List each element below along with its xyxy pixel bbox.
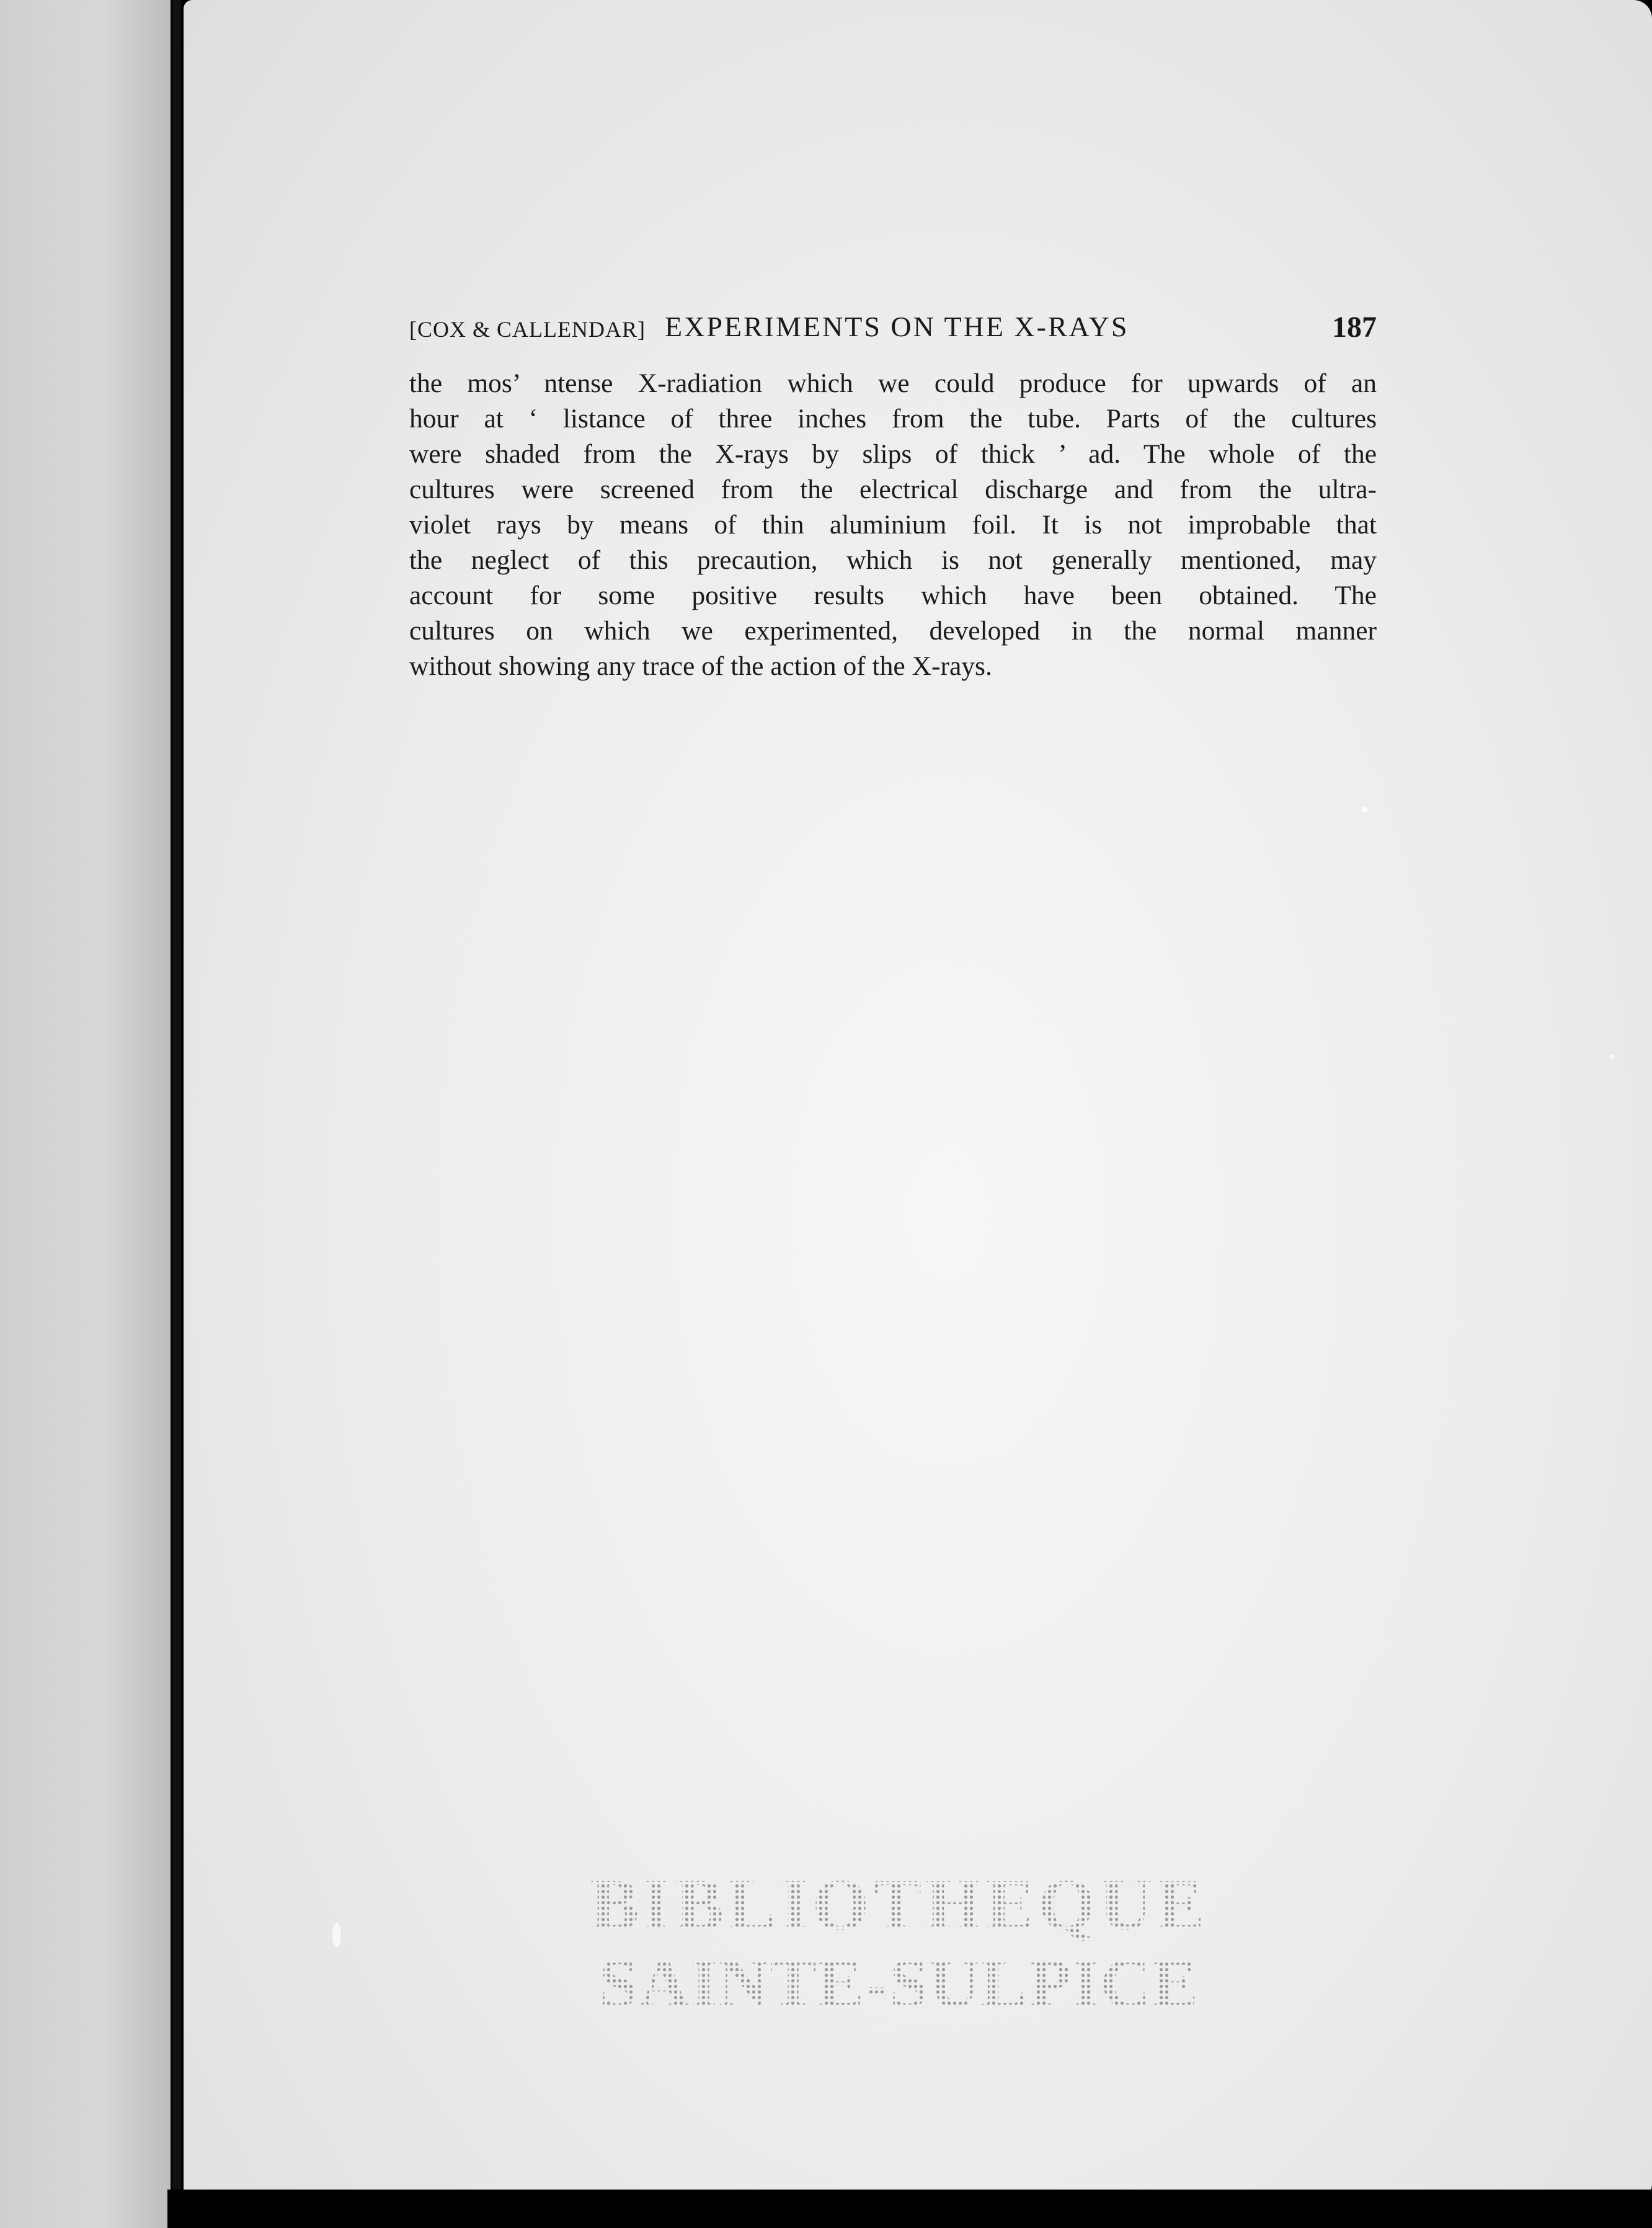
page-number: 187 (1332, 311, 1377, 344)
running-head (409, 310, 1377, 354)
text-line: cultures on which we experimented, developed in the normal manner (409, 616, 1377, 646)
stamp-line-2: SAINTE-SULPICE (599, 1945, 1199, 2022)
running-head-title: EXPERIMENTS ON THE X-RAYS (665, 311, 1129, 342)
page-bottom-edge (167, 2190, 1652, 2228)
text-line: without showing any trace of the action of the X-rays. (409, 651, 992, 681)
facing-page-edge (0, 0, 171, 2228)
text-line: account for some positive results which have been obtained. The (409, 581, 1377, 610)
text-line: hour at ‘ listance of three inches from the tube. Parts of the cultures (409, 404, 1377, 434)
library-perforation-stamp (590, 1861, 1209, 2022)
body-paragraph (409, 366, 1377, 684)
text-line: the mos’ ntense X-radiation which we could produce for upwards of an (409, 368, 1377, 398)
text-line: the neglect of this precaution, which is not generally mentioned, may (409, 545, 1377, 575)
text-line: were shaded from the X-rays by slips of thick ’ ad. The whole of the (409, 439, 1377, 469)
stamp-line-1: BIBLIOTHEQUE (590, 1864, 1209, 1945)
paper-speck (1362, 806, 1368, 813)
paper-speck (1610, 1054, 1615, 1059)
running-head-authors: [COX & CALLENDAR] (409, 317, 646, 342)
text-line: violet rays by means of thin aluminium foil. It is not improbable that (409, 510, 1377, 540)
paper-speck (332, 1923, 341, 1948)
binding-spine (172, 0, 181, 2228)
text-line: cultures were screened from the electrical discharge and from the ultra- (409, 475, 1377, 504)
